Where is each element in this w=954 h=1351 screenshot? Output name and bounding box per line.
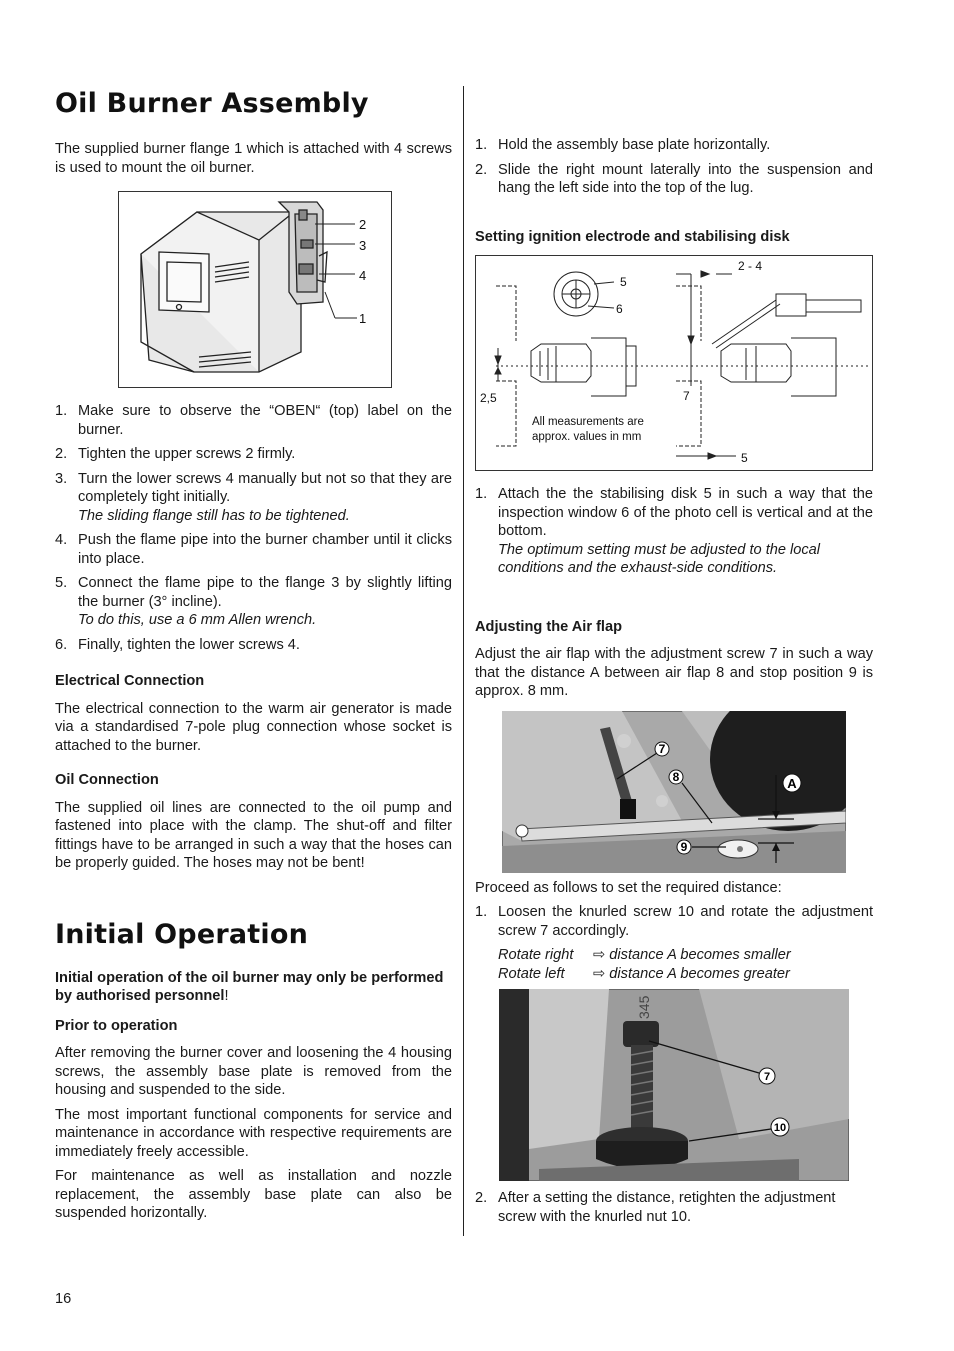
list-item: 1. Loosen the knurled screw 10 and rotate the adjustment screw 7 accordingly. [475,904,873,939]
diagram-note-line1: All measurements are [532,416,644,428]
assembly-steps [55,402,452,654]
step-note: To do this, use a 6 mm Allen wrench. [78,612,317,628]
right-column [475,136,873,1232]
prior-para: The most important functional components for service and maintenance in accordance with respective requirements are immediately freely accessible. [55,1106,452,1160]
list-item: 1. Attach the the stabilising disk 5 in such a way that the inspection window 6 of the photo cell is vertical and at the bottom. The optimum setting must be adjusted to the local conditions and the exhaust-side conditions. [475,486,873,576]
proceed-text: Proceed as follows to set the required distance: [475,879,782,896]
diagram-label-7: 7 [683,389,690,403]
diagram-label-2-5: 2,5 [480,391,497,405]
burner-callout-4: 4 [359,268,367,283]
warning-text: Initial operation of the oil burner may only be performed by authorised personnel! [55,969,444,1004]
adjustment-screw-photo [499,989,849,1181]
photo1-callout-A: A [787,775,797,791]
prior-para: For maintenance as well as installation and nozzle replacement, the assembly base plate can also be suspended horizontally. [55,1168,452,1221]
rotation-table: Rotate right ⇨ distance A becomes smaller Rotate left ⇨ distance A becomes greater [498,947,791,982]
diagram-label-6: 6 [616,302,623,316]
ignition-electrode-diagram [475,255,873,471]
list-item: 2. Tighten the upper screws 2 firmly. [55,446,296,462]
diagram-label-5-bottom: 5 [741,451,748,465]
burner-callout-2: 2 [359,217,367,232]
photo1-callout-7: 7 [658,741,666,756]
column-divider [463,86,464,1236]
photo1-callout-9: 9 [680,839,688,854]
stabilise-steps [475,485,873,578]
retighten-steps [475,1189,873,1226]
mount-steps [475,136,873,198]
photo2-callout-10: 10 [773,1122,787,1134]
photo2-callout-7: 7 [763,1071,771,1083]
electrical-text: The electrical connection to the warm air generator is made via a standardised 7-pole plug connection whose socket is attached to the burner. [55,700,452,754]
section-title-initial-operation: Initial Operation [55,918,309,950]
left-column [55,86,452,1229]
oil-heading: Oil Connection [55,772,159,788]
prior-heading: Prior to operation [55,1017,178,1034]
photo1-callout-8: 8 [672,769,680,784]
ignition-heading: Setting ignition electrode and stabilising disk [475,228,790,245]
list-item: 1. Hold the assembly base plate horizontally. [475,137,771,153]
list-item: 4. Push the flame pipe into the burner chamber until it clicks into place. [55,532,452,567]
burner-callout-3: 3 [359,238,367,253]
page-number: 16 [55,1291,72,1307]
burner-callout-1: 1 [359,311,367,326]
diagram-label-2-4: 2 - 4 [738,259,763,273]
diagram-note-line2: approx. values in mm [532,431,642,443]
photo2-marking: 345 [636,995,652,1019]
list-item: 2. Slide the right mount laterally into the suspension and hang the left side into the top of the lug. [475,161,873,196]
step-note: The optimum setting must be adjusted to the local conditions and the exhaust-side conditions. [498,541,821,576]
list-item: 5. Connect the flame pipe to the flange 3 by slightly lifting the burner (3° incline). To do this, use a 6 mm Allen wrench. [55,575,452,628]
list-item: 3. Turn the lower screws 4 manually but not so that they are completely tight initially. The sliding flange still has to be tightened. [55,470,452,524]
electrical-heading: Electrical Connection [55,673,205,689]
loosen-steps [475,903,873,940]
oil-text: The supplied oil lines are connected to the oil pump and fastened into place with the clamp. The shut-off and filter fittings have to be arranged in such a way that the hoses can be properly guided. The hoses may not be bent! [55,799,452,871]
step-note: The sliding flange still has to be tightened. [78,507,350,524]
list-item: 2. After a setting the distance, retighten the adjustment screw with the knurled nut 10. [475,1190,836,1225]
airflap-text: Adjust the air flap with the adjustment screw 7 in such a way that the distance A between air flap 8 and stop position 9 is approx. 8 mm. [475,646,873,699]
assembly-intro: The supplied burner flange 1 which is attached with 4 screws is used to mount the oil burner. [55,141,452,176]
air-flap-photo [502,711,846,873]
list-item: 6. Finally, tighten the lower screws 4. [55,636,300,653]
section-title-oil-burner-assembly: Oil Burner Assembly [55,88,369,119]
airflap-heading: Adjusting the Air flap [475,618,623,635]
diagram-label-5-top: 5 [620,275,627,289]
burner-figure [118,191,392,388]
list-item: 1. Make sure to observe the “OBEN“ (top) label on the burner. [55,403,452,438]
prior-para: After removing the burner cover and loosening the 4 housing screws, the assembly base plate is removed from the housing and suspended to the side. [55,1045,452,1098]
